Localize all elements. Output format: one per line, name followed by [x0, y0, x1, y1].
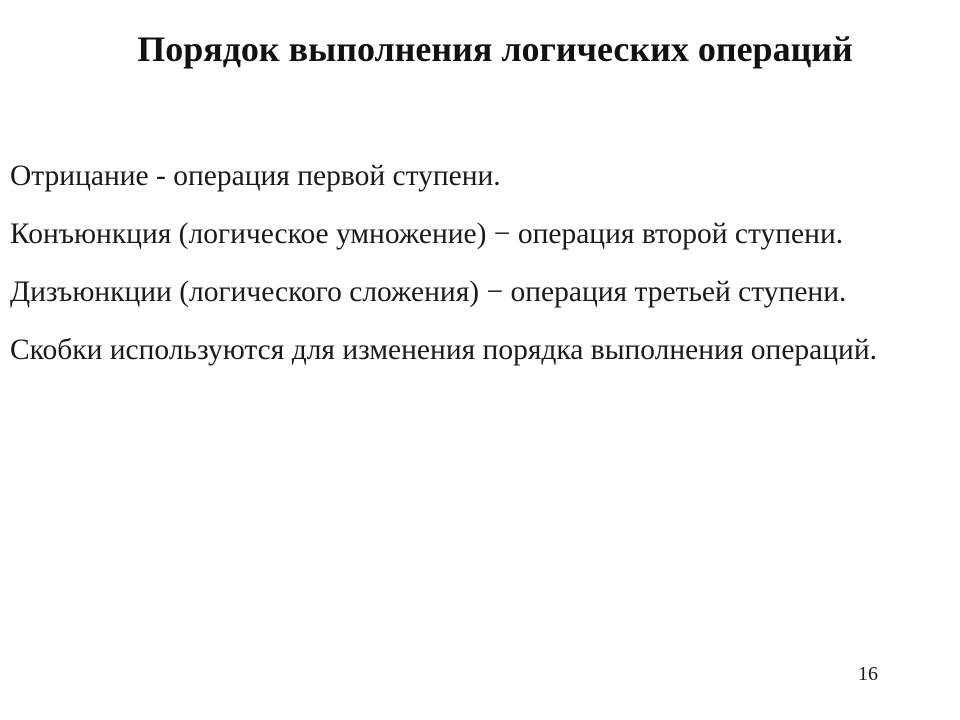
paragraph-conjunction: Конъюнкция (логическое умножение) − операция второй ступени.: [10, 218, 844, 250]
paragraph-negation: Отрицание - операция первой ступени.: [10, 160, 501, 192]
slide-title: Порядок выполнения логических операций: [137, 29, 853, 69]
page-number: 16: [858, 663, 878, 685]
slide-body: [10, 154, 947, 386]
paragraph-brackets: Скобки используются для изменения порядка выполнения операций.: [10, 334, 877, 366]
paragraph-disjunction: Дизъюнкции (логического сложения) − операция третьей ступени.: [10, 276, 847, 308]
